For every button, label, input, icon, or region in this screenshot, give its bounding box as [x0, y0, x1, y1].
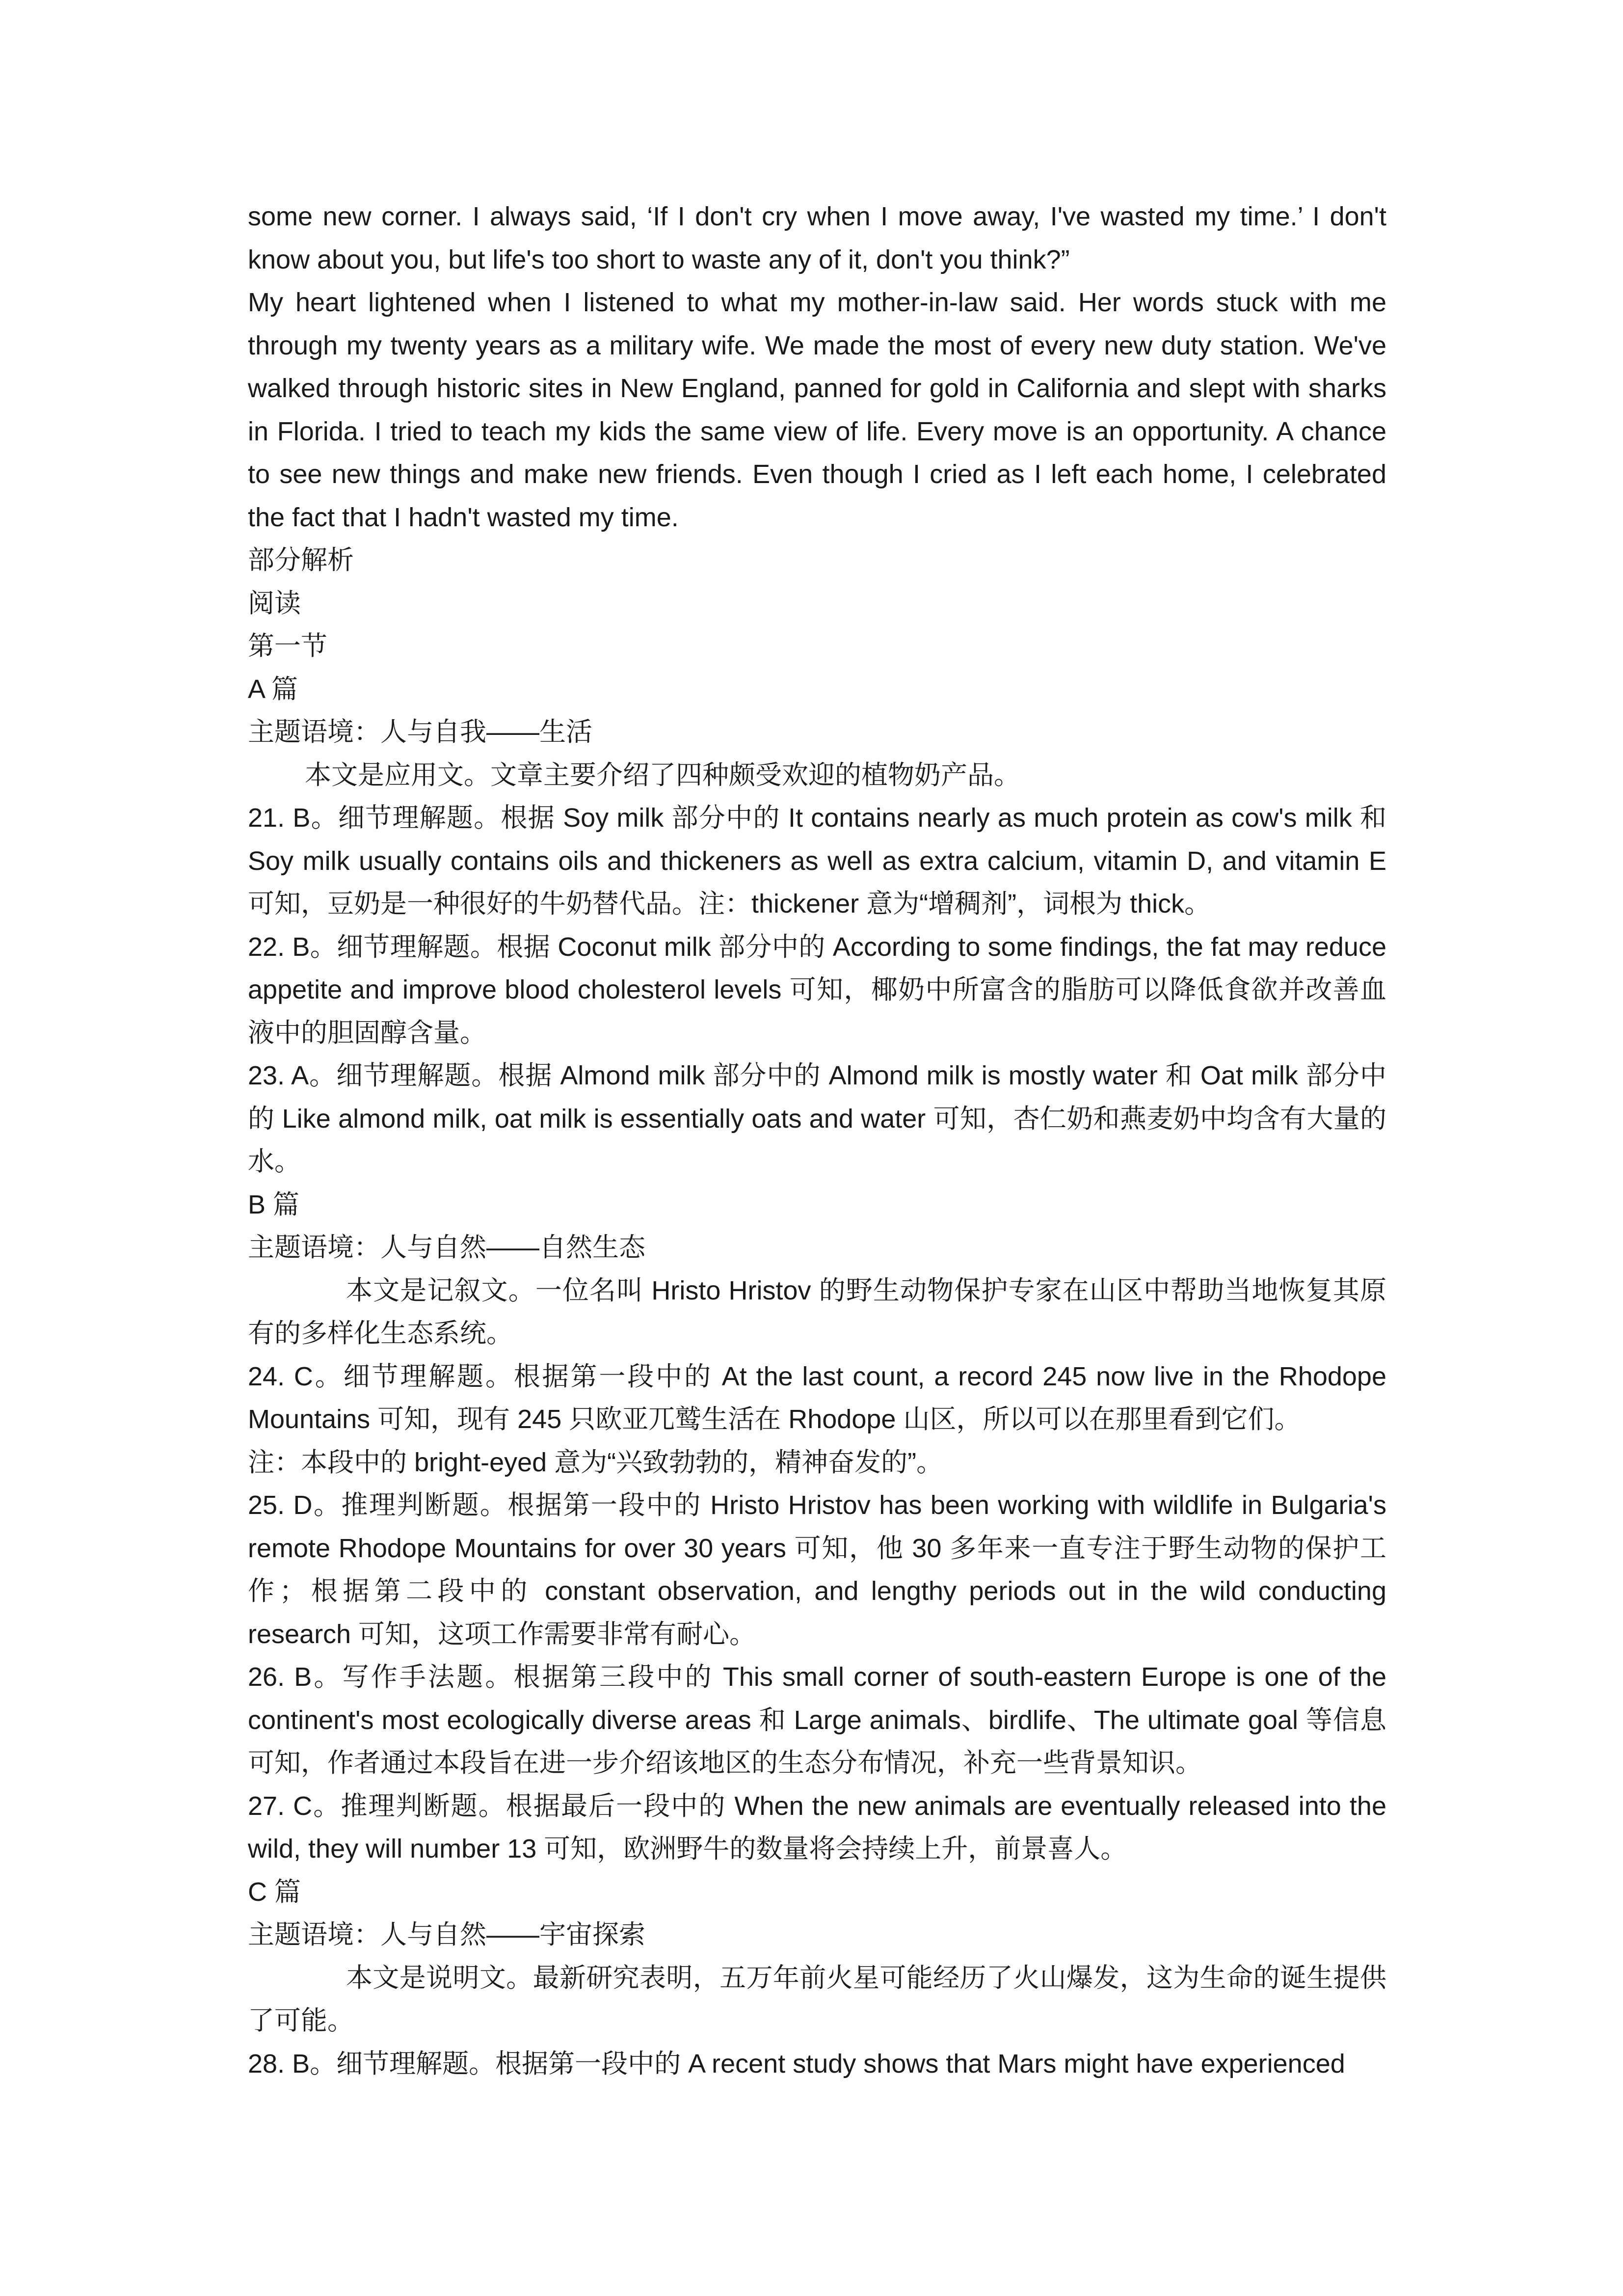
- answer-explanation: 27. C。推理判断题。根据最后一段中的 When the new animals are eventually released into the wild, they will number 13 可知，欧洲野牛的数量将会持续上升，前景喜人。: [248, 1791, 1386, 1864]
- theme-context: 主题语境：人与自然——宇宙探索: [248, 1920, 645, 1949]
- section-heading: 第一节: [248, 631, 327, 661]
- paragraph: some new corner. I always said, ‘If I don't cry when I move away, I've wasted my time.’ I don't know about you, but life's too short to waste any of it, don't you think?”: [248, 202, 1386, 274]
- section-heading: 部分解析: [248, 545, 354, 575]
- document-page: [248, 195, 1386, 2085]
- answer-explanation: 24. C。细节理解题。根据第一段中的 At the last count, a record 245 now live in the Rhodope Mountains 可知，现有 245 只欧亚兀鹫生活在 Rhodope 山区，所以可以在那里看到它们。: [248, 1361, 1386, 1434]
- passage-summary: 本文是应用文。文章主要介绍了四种颇受欢迎的植物奶产品。: [305, 760, 1020, 790]
- answer-explanation: 21. B。细节理解题。根据 Soy milk 部分中的 It contains nearly as much protein as cow's milk 和 Soy milk usually contains oils and thickeners as well as extra calcium, vitamin D, and vitamin E 可知，豆奶是一种很好的牛奶替代品。注：thickener 意为“增稠剂”，词根为 thick。: [248, 803, 1386, 918]
- section-heading: 阅读: [248, 588, 301, 618]
- passage-heading: B 篇: [248, 1189, 300, 1219]
- passage-summary: 本文是说明文。最新研究表明，五万年前火星可能经历了火山爆发，这为生命的诞生提供了可能。: [248, 1963, 1386, 2035]
- passage-heading: A 篇: [248, 674, 298, 704]
- answer-explanation: 22. B。细节理解题。根据 Coconut milk 部分中的 According to some findings, the fat may reduce appetite and improve blood cholesterol levels 可知，椰奶中所富含的脂肪可以降低食欲并改善血液中的胆固醇含量。: [248, 932, 1386, 1048]
- theme-context: 主题语境：人与自然——自然生态: [248, 1233, 645, 1262]
- answer-explanation: 23. A。细节理解题。根据 Almond milk 部分中的 Almond milk is mostly water 和 Oat milk 部分中的 Like almond milk, oat milk is essentially oats and water 可知，杏仁奶和燕麦奶中均含有大量的水。: [248, 1061, 1386, 1176]
- passage-summary: 本文是记叙文。一位名叫 Hristo Hristov 的野生动物保护专家在山区中帮助当地恢复其原有的多样化生态系统。: [248, 1275, 1386, 1348]
- answer-explanation: 25. D。推理判断题。根据第一段中的 Hristo Hristov has been working with wildlife in Bulgaria's remote Rhodope Mountains for over 30 years 可知，他 30 多年来一直专注于野生动物的保护工作；根据第二段中的 constant observation, and lengthy periods out in the wild conducting research 可知，这项工作需要非常有耐心。: [248, 1490, 1386, 1649]
- passage-heading: C 篇: [248, 1877, 301, 1907]
- answer-explanation: 28. B。细节理解题。根据第一段中的 A recent study shows that Mars might have experienced: [248, 2049, 1345, 2079]
- note: 注：本段中的 bright-eyed 意为“兴致勃勃的，精神奋发的”。: [248, 1447, 943, 1477]
- answer-explanation: 26. B。写作手法题。根据第三段中的 This small corner of south-eastern Europe is one of the continent's most ecologically diverse areas 和 Large animals、birdlife、The ultimate goal 等信息可知，作者通过本段旨在进一步介绍该地区的生态分布情况，补充一些背景知识。: [248, 1662, 1386, 1778]
- paragraph: My heart lightened when I listened to what my mother-in-law said. Her words stuck with me through my twenty years as a military wife. We made the most of every new duty station. We've walked through historic sites in New England, panned for gold in California and slept with sharks in Florida. I tried to teach my kids the same view of life. Every move is an opportunity. A chance to see new things and make new friends. Even though I cried as I left each home, I celebrated the fact that I hadn't wasted my time.: [248, 288, 1386, 532]
- theme-context: 主题语境：人与自我——生活: [248, 717, 592, 747]
